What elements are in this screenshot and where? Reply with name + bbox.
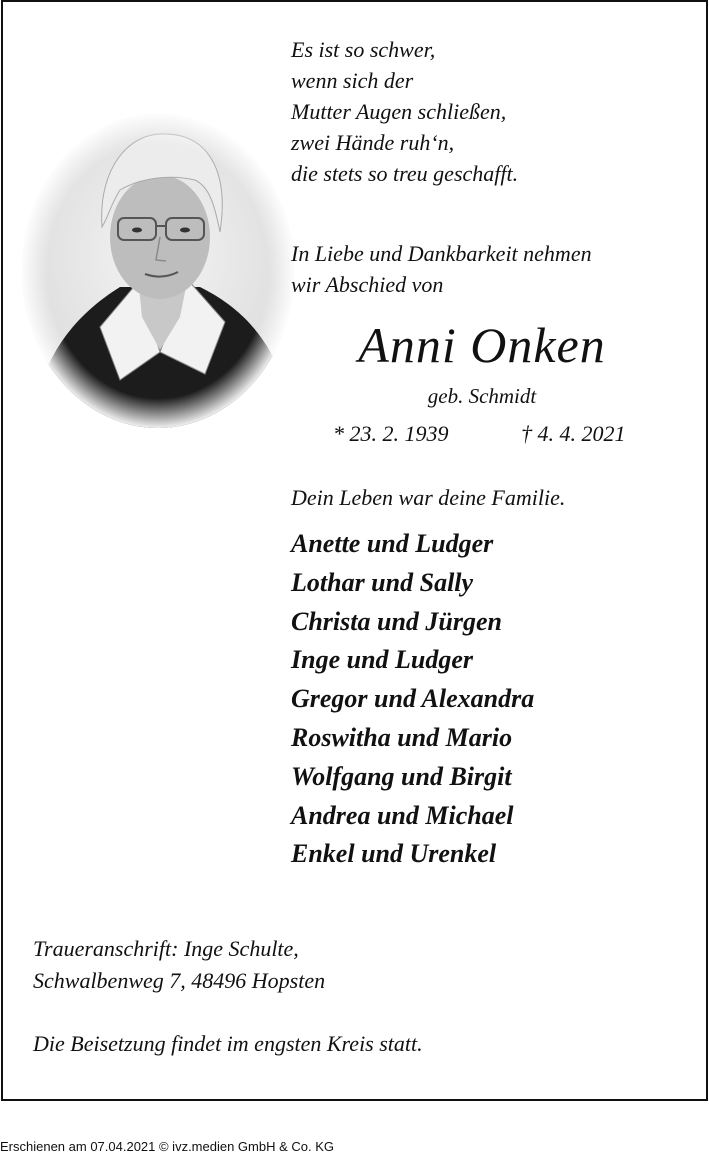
family-member: Inge und Ludger [291, 645, 474, 675]
poem-line: Es ist so schwer, [291, 37, 436, 62]
family-member: Gregor und Alexandra [291, 684, 535, 714]
death-date: † 4. 4. 2021 [521, 421, 626, 446]
intro-line: In Liebe und Dankbarkeit nehmen [291, 241, 592, 266]
family-member: Christa und Jürgen [291, 606, 502, 636]
birth-name: geb. Schmidt [427, 384, 537, 408]
family-list [291, 525, 534, 874]
poem-line: zwei Hände ruh‘n, [291, 130, 455, 155]
motto-text: Dein Leben war deine Familie. [291, 485, 566, 510]
family-member: Wolfgang und Birgit [291, 761, 512, 791]
deceased-name: Anni Onken [358, 317, 606, 373]
family-member: Andrea und Michael [291, 800, 514, 830]
poem-line: wenn sich der [291, 68, 414, 93]
poem-line: die stets so treu geschafft. [291, 161, 519, 186]
address-line: Traueranschrift: Inge Schulte, [33, 936, 299, 961]
mourning-address [33, 933, 325, 997]
birth-date: * 23. 2. 1939 [333, 421, 449, 446]
publication-credit: Erschienen am 07.04.2021 © ivz.medien GmbH & Co. KG [0, 1139, 335, 1154]
family-member: Lothar und Sally [291, 567, 474, 597]
intro-text [291, 238, 592, 300]
portrait-photo [20, 112, 296, 430]
poem-verse [291, 34, 691, 189]
family-member: Anette und Ludger [291, 529, 494, 558]
family-member: Roswitha und Mario [291, 722, 513, 752]
address-line: Schwalbenweg 7, 48496 Hopsten [33, 968, 326, 993]
family-member: Enkel und Urenkel [291, 839, 497, 869]
burial-note: Die Beisetzung findet im engsten Kreis statt. [33, 1031, 423, 1056]
intro-line: wir Abschied von [291, 272, 444, 297]
poem-line: Mutter Augen schließen, [291, 99, 507, 124]
